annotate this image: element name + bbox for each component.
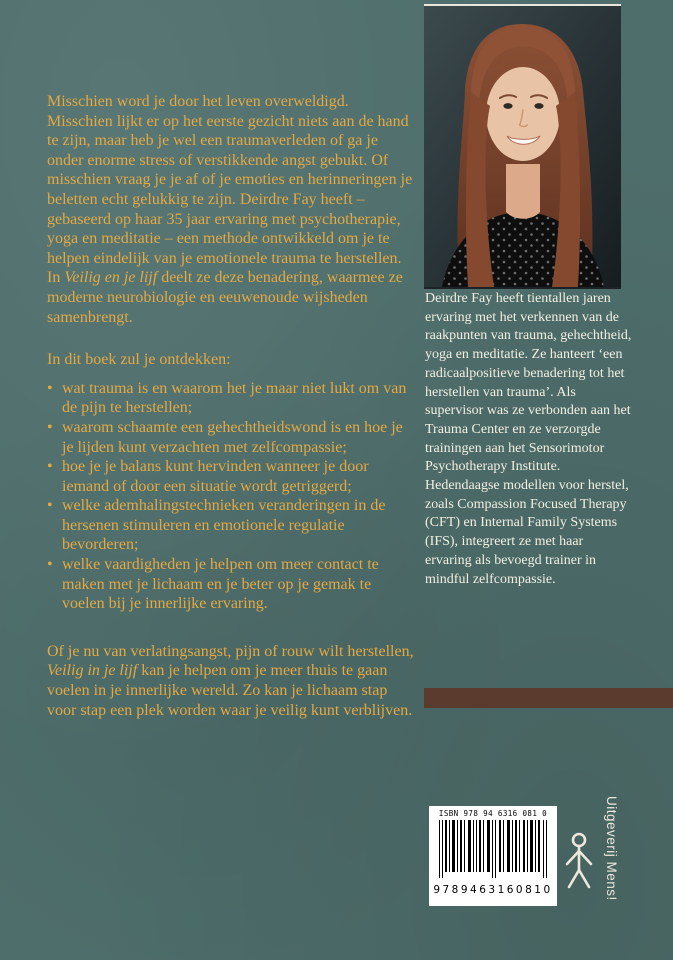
- barcode-bars-icon: [437, 820, 549, 883]
- list-item: [47, 379, 415, 418]
- book-title-italic: Veilig in je lijf: [47, 662, 138, 680]
- intro-paragraph: [47, 92, 415, 327]
- barcode: [429, 806, 557, 906]
- outro-text: Of je nu van verlatingsangst, pijn of rouw wilt herstellen,: [47, 642, 414, 660]
- list-item: [47, 555, 415, 614]
- author-photo: [424, 4, 621, 289]
- list-item-text: hoe je je balans kunt hervinden wanneer je door iemand of door een situatie wordt getriggerd;: [62, 458, 369, 495]
- bullet-icon: •: [47, 497, 53, 515]
- list-item-text: welke ademhalingstechnieken veranderingen in de hersenen stimuleren en emotionele regulatie bevorderen;: [62, 497, 386, 554]
- intro-text: Misschien word je door het leven overweldigd. Misschien lijkt er op het eerste gezicht niets aan de hand te zijn, maar heb je wel een traumaverleden of ga je onder enorme stress of verstikkende angst gebukt. Of misschien vraag je je af of je emoties en herinneringen je beletten echt gelukkig te zijn. Deirdre Fay heeft – gebaseerd op haar 35 jaar ervaring met psychotherapie, yoga en meditatie – een methode ontwikkeld om je te helpen eindelijk van je emotionele trauma te herstellen. In: [47, 93, 413, 287]
- isbn-label: ISBN 978 94 6316 081 0: [438, 809, 548, 818]
- bullet-list: [47, 379, 415, 614]
- bullet-icon: •: [47, 418, 53, 436]
- author-bio: Deirdre Fay heeft tientallen jaren ervaring met het verkennen van de raakpunten van trauma, gehechtheid, yoga en meditatie. Ze hanteert ‘een radicaalpositieve benadering tot het herstellen van trauma’. Als supervisor was ze verbonden aan het Trauma Center en ze verzorgde trainingen aan het Sensorimotor Psychotherapy Institute. Hedendaagse modellen voor herstel, zoals Compassion Focused Therapy (CFT) en Internal Family Systems (IFS), integreert ze met haar ervaring als bevoegd trainer in mindful zelfcompassie.: [425, 291, 632, 587]
- list-item-text: wat trauma is en waarom het je maar niet lukt om van de pijn te herstellen;: [62, 379, 407, 417]
- intro-text-after: deelt ze deze benadering, waarmee ze moderne neurobiologie en eeuwenoude wijsheden samenbrengt.: [47, 269, 403, 326]
- bullet-icon: •: [47, 458, 53, 476]
- list-item: [47, 418, 415, 457]
- isbn-number: 9789463160810: [433, 884, 553, 896]
- list-item-text: welke vaardigheden je helpen om meer contact te maken met je lichaam en je beter op je gemak te voelen bij je innerlijke ervaring.: [62, 556, 379, 613]
- list-item-text: waarom schaamte een gehechtheidswond is en hoe je je lijden kunt verzachten met zelfcompassie;: [62, 418, 403, 456]
- bullet-icon: •: [47, 556, 53, 574]
- blurb-column: [47, 92, 415, 720]
- person-icon: [562, 832, 596, 895]
- bullet-icon: •: [47, 379, 53, 397]
- list-item: [47, 457, 415, 496]
- outro-paragraph: [47, 642, 415, 720]
- author-portrait-illustration: [424, 6, 621, 287]
- publisher-name: Uitgeverij Mens!: [604, 796, 619, 901]
- list-item: [47, 496, 415, 555]
- accent-bar: [424, 688, 673, 708]
- outro-text-after: kan je helpen om je meer thuis te gaan voelen in je innerlijke wereld. Zo kan je lichaam stap voor stap een plek worden waar je veilig kunt verblijven.: [47, 662, 413, 719]
- book-title-italic: Veilig en je lijf: [64, 269, 158, 287]
- list-heading: In dit boek zul je ontdekken:: [47, 351, 231, 369]
